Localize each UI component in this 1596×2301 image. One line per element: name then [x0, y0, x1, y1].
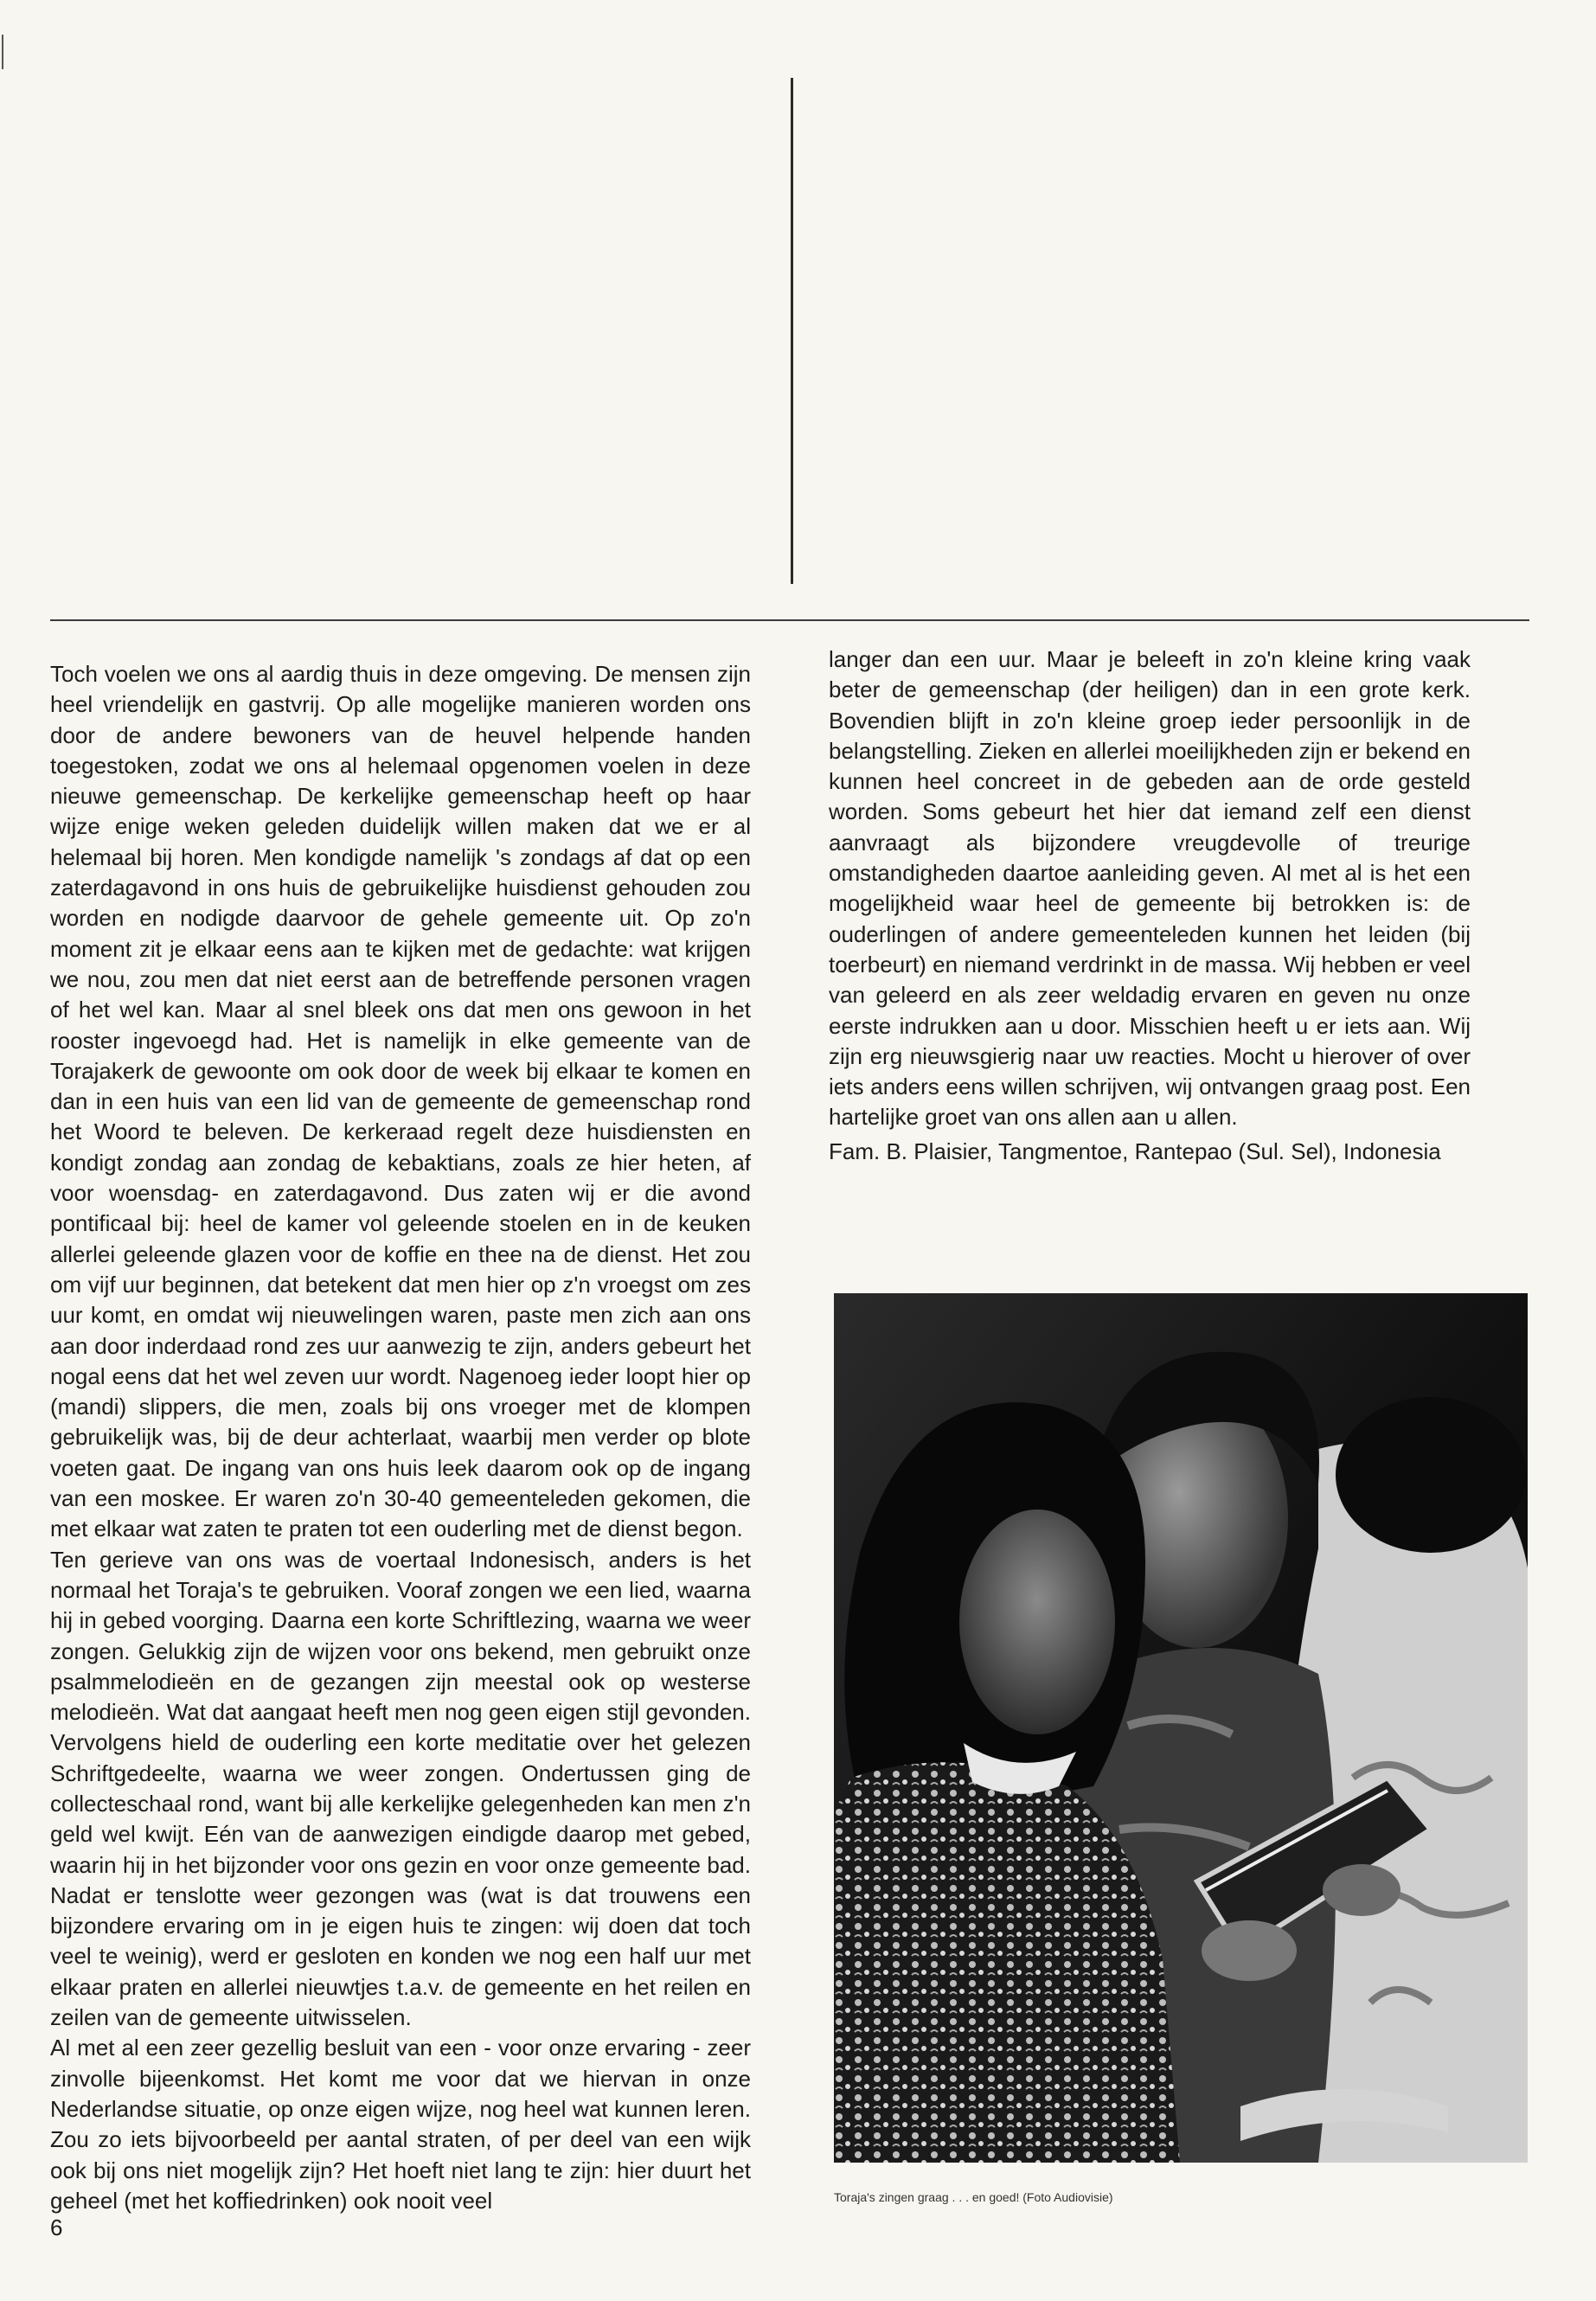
photo-image — [834, 1293, 1528, 2163]
paragraph: Ten gerieve van ons was de voertaal Indonesisch, anders is het normaal het Toraja's te gebruiken. Vooraf zongen we een lied, waarna hij in gebed voorging. Daarna een korte Schriftlezing, waarna we weer zongen. Gelukkig zijn de wijzen voor ons bekend, men gebruikt onze psalmmelodieën en de gezangen zijn meestal ook op westerse melodieën. Wat dat aangaat heeft men nog geen eigen stijl gevonden. Vervolgens hield de ouderling een korte meditatie over het gelezen Schriftgedeelte, waarna we weer zongen. Ondertussen ging de collecteschaal rond, want bij alle kerkelijke gelegenheden kan men z'n geld wel kwijt. Eén van de aanwezigen eindigde daarop met gebed, waarin hij in het bijzonder voor ons gezin en voor onze gemeente bad. Nadat er tenslotte weer gezongen was (wat is dat trouwens een bijzondere ervaring om in je eigen huis te zingen: wij doen dat toch veel te weinig), werd er gesloten en konden we nog een half uur met elkaar praten en allerlei nieuwtjes t.a.v. de gemeente en het reilen en zeilen van de gemeente uitwisselen. — [50, 1546, 751, 2031]
section-rule — [50, 619, 1529, 621]
margin-mark — [2, 35, 3, 69]
paragraph: langer dan een uur. Maar je beleeft in zo'n kleine kring vaak beter de gemeenschap (der heiligen) dan in een grote kerk. Bovendien blijft in zo'n kleine groep ieder persoonlijk in de belangstelling. Zieken en allerlei moeilijkheden zijn er bekend en kunnen heel concreet in de gebeden aan de orde gesteld worden. Soms gebeurt het hier dat iemand zelf een dienst aanvraagt als bijzondere vreugdevolle of treurige omstandigheden daartoe aanleiding geven. Al met al is het een mogelijkheid waar heel de gemeente bij betrokken is: de ouderlingen of andere gemeenteleden kunnen het leiden (bij toerbeurt) en niemand verdrinkt in de massa. Wij hebben er veel van geleerd en als zeer weldadig ervaren en geven nu onze eerste indrukken aan u door. Misschien heeft u er iets aan. Wij zijn erg nieuwsgierig naar uw reacties. Mocht u hierover of over iets anders eens willen schrijven, wij ontvangen graag post. Een hartelijke groet van ons allen aan u allen. — [829, 646, 1471, 1131]
paragraph: Toch voelen we ons al aardig thuis in deze omgeving. De mensen zijn heel vriendelijk en gastvrij. Op alle mogelijke manieren worden ons door de andere bewoners van de heuvel helpende handen toegestoken, zodat we ons al helemaal opgenomen voelen in deze nieuwe gemeenschap. De kerkelijke gemeenschap heeft op haar wijze enige weken geleden duidelijk willen maken dat we er al helemaal bij horen. Men kondigde namelijk 's zondags af dat op een zaterdagavond in ons huis de gebruikelijke huisdienst gehouden zou worden en nodigde daarvoor de gehele gemeente uit. Op zo'n moment zit je elkaar eens aan te kijken met de gedachte: wat krijgen we nou, zou men dat niet eerst aan de betreffende personen vragen of het wel kan. Maar al snel bleek ons dat men ons gewoon in het rooster ingevoegd had. Het is namelijk in elke gemeente van de Torajakerk de gewoonte om ook door de week bij elkaar te komen en dan in een huis van een lid van de gemeente de gemeenschap rond het Woord te beleven. De kerkeraad regelt deze huisdiensten en kondigt zondag aan zondag de kebaktians, zoals ze hier heten, af voor woensdag- en zaterdagavond. Dus zaten wij er die avond pontificaal bij: heel de kamer vol geleende stoelen en in de keuken allerlei geleende glazen voor de koffie en thee na de dienst. Het zou om vijf uur beginnen, dat betekent dat men hier op z'n vroegst om zes uur komt, en omdat wij nieuwelingen waren, paste men zich aan ons aan door inderdaad rond zes uur aanwezig te zijn, anders gebeurt het nogal eens dat het wel zeven uur wordt. Nagenoeg ieder loopt hier op (mandi) slippers, die men, zoals bij ons vroeger met de klompen gebruikelijk was, bij de deur achterlaat, waarbij men verder op blote voeten gaat. De ingang van ons huis leek daarom ook op de ingang van een moskee. Er waren zo'n 30-40 gemeenteleden gekomen, die met elkaar wat zaten te praten tot een ouderling met de dienst begon. — [50, 661, 751, 1542]
photo — [834, 1293, 1528, 2163]
paragraph: Al met al een zeer gezellig besluit van een - voor onze ervaring - zeer zinvolle bijeenkomst. Het komt me voor dat we hiervan in onze Nederlandse situatie, op onze eigen wijze, nog heel wat kunnen leren. Zou zo iets bijvoorbeeld per aantal straten, of per deel van een wijk ook bij ons niet mogelijk zijn? Het hoeft niet lang te zijn: hier duurt het geheel (met het koffiedrinken) ook nooit veel — [50, 2035, 751, 2214]
column-divider-line — [791, 78, 793, 584]
author-signature: Fam. B. Plaisier, Tangmentoe, Rantepao (Sul. Sel), Indonesia — [829, 1138, 1441, 1164]
left-figure-face — [959, 1509, 1115, 1734]
left-text-column — [50, 659, 751, 2216]
right-text-column — [829, 644, 1471, 1167]
hand — [1202, 1920, 1297, 1981]
right-figure-hair — [1336, 1397, 1526, 1553]
page-number: 6 — [50, 2214, 63, 2240]
photo-caption: Toraja's zingen graag . . . en goed! (Foto Audiovisie) — [834, 2190, 1113, 2204]
hand — [1323, 1864, 1401, 1916]
